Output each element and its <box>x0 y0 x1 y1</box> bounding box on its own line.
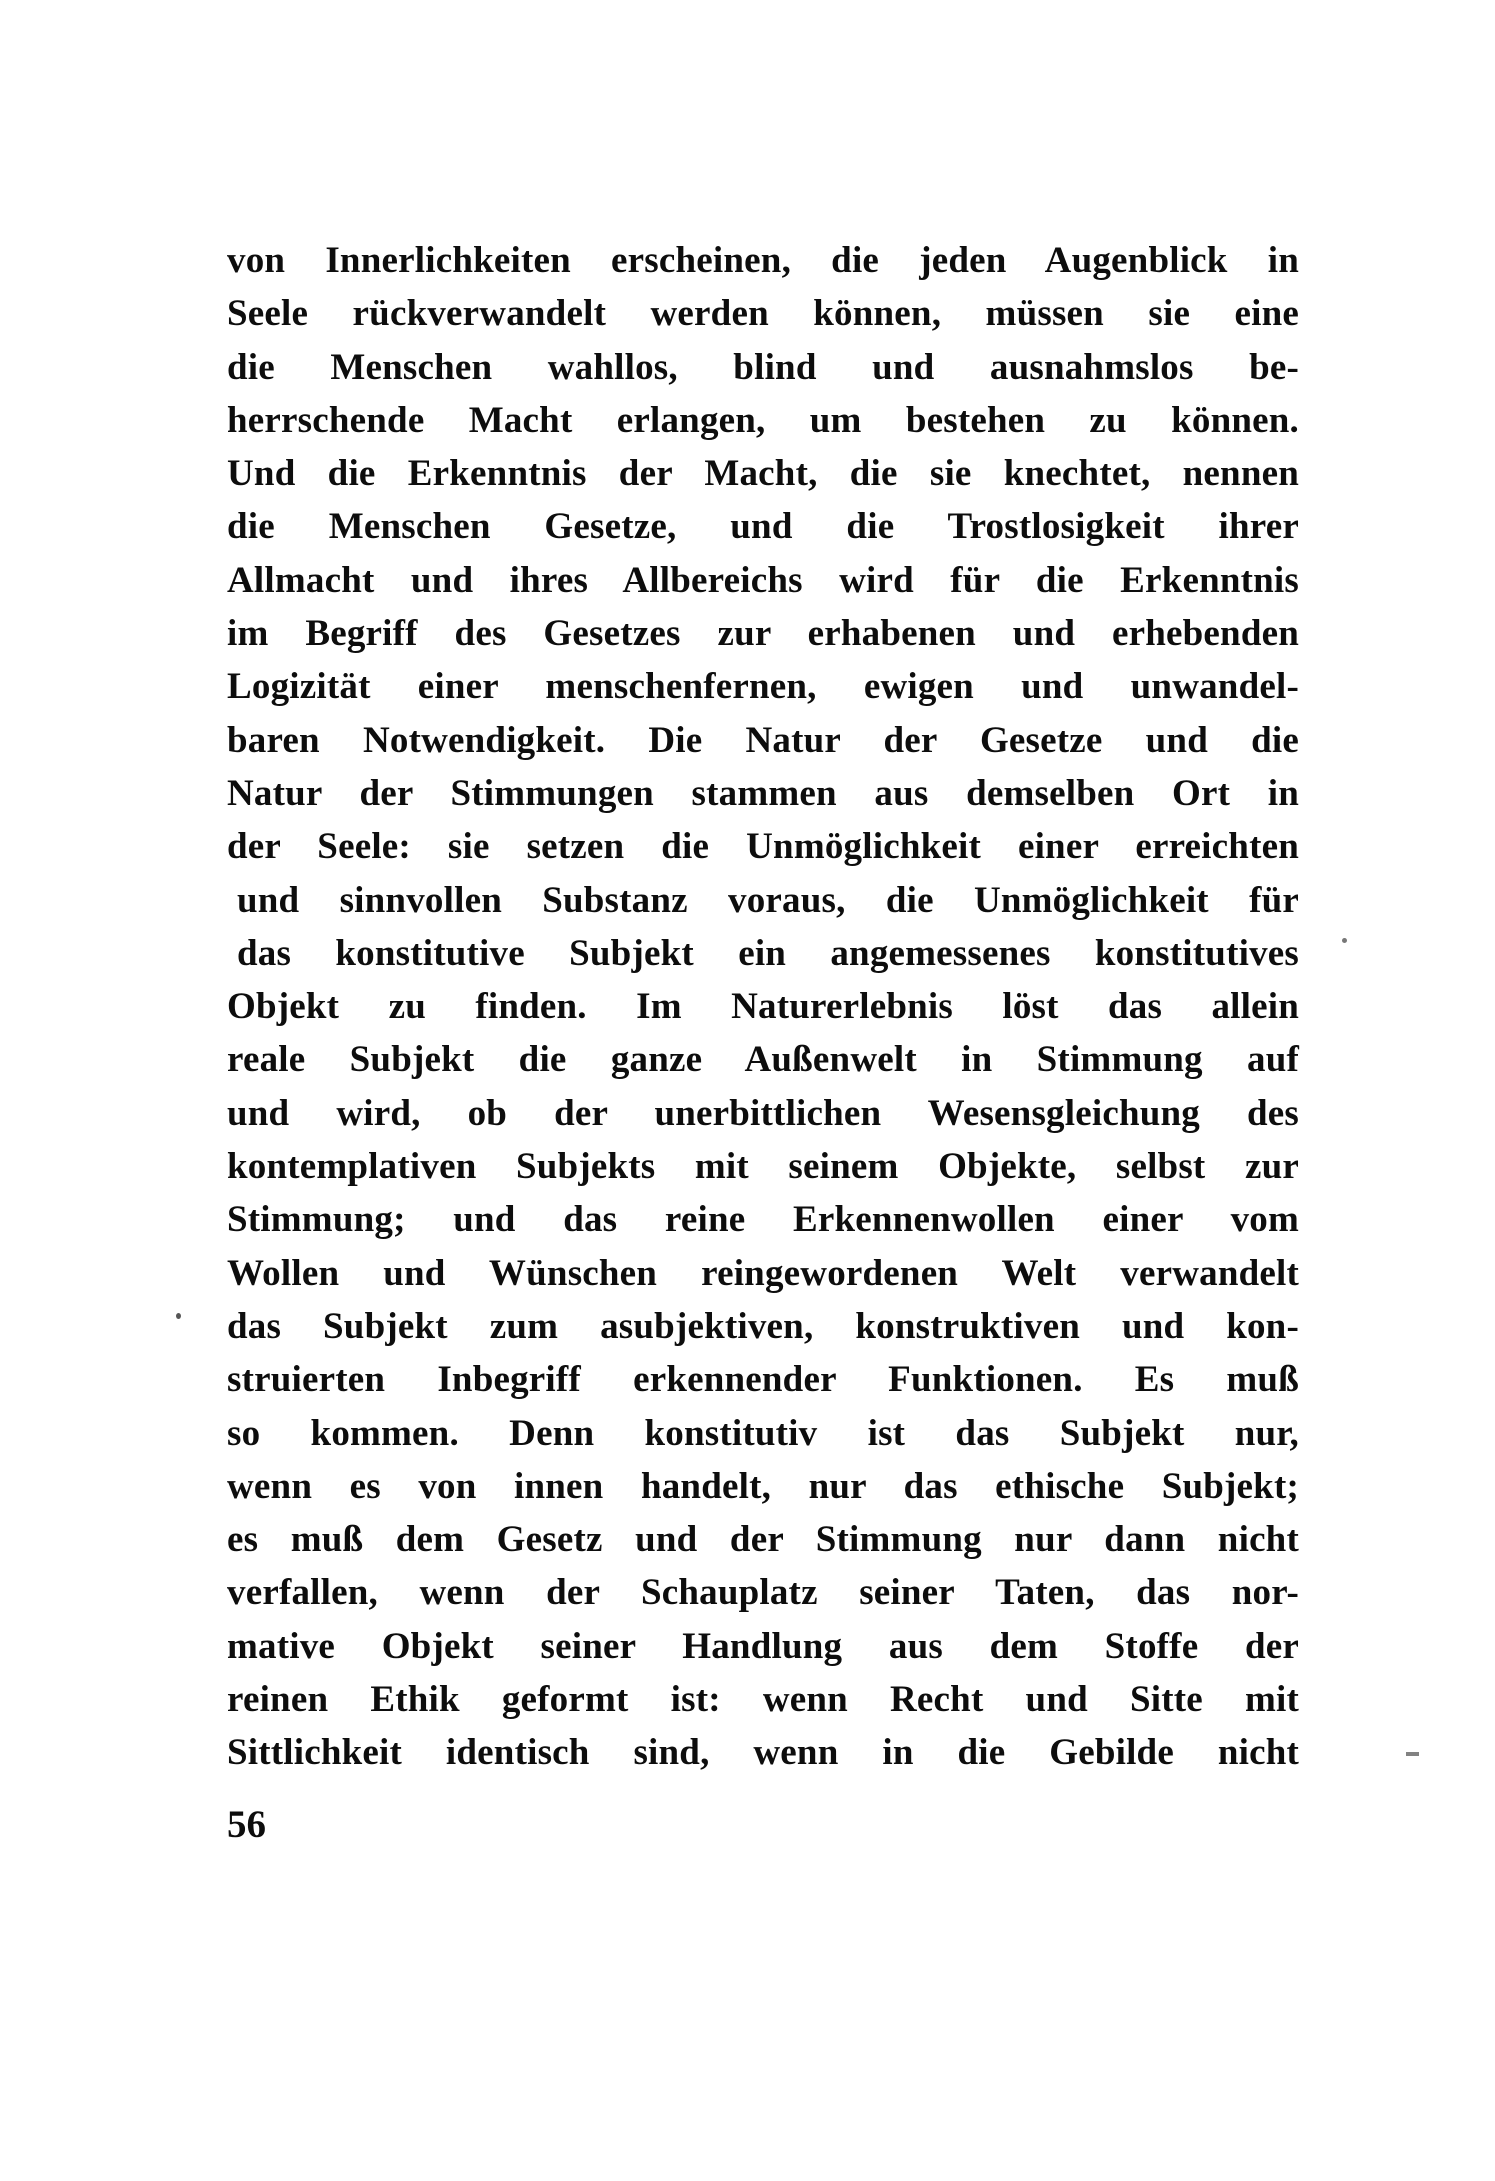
scan-speck <box>1406 1752 1419 1756</box>
text-line: und sinnvollen Substanz voraus, die Unmöglichkeit für <box>237 879 1299 921</box>
text-line: Und die Erkenntnis der Macht, die sie knechtet, nennen <box>227 453 1299 495</box>
text-line: Natur der Stimmungen stammen aus demselben Ort in <box>227 772 1299 814</box>
text-line: die Menschen wahllos, blind und ausnahmslos be- <box>227 346 1299 388</box>
scan-speck <box>1342 938 1347 943</box>
text-line: reale Subjekt die ganze Außenwelt in Stimmung auf <box>227 1039 1299 1081</box>
text-line: reinen Ethik geformt ist: wenn Recht und Sitte mit <box>227 1679 1299 1721</box>
text-line: kontemplativen Subjekts mit seinem Objekte, selbst zur <box>227 1146 1299 1188</box>
body-text <box>227 234 1299 1780</box>
text-line: Objekt zu finden. Im Naturerlebnis löst das allein <box>227 986 1299 1028</box>
text-line: im Begriff des Gesetzes zur erhabenen und erhebenden <box>227 613 1299 655</box>
text-line: und wird, ob der unerbittlichen Wesensgleichung des <box>227 1092 1299 1134</box>
text-line: Seele rückverwandelt werden können, müssen sie eine <box>227 293 1299 335</box>
text-line: es muß dem Gesetz und der Stimmung nur dann nicht <box>227 1519 1299 1561</box>
text-line: baren Notwendigkeit. Die Natur der Gesetze und die <box>227 719 1299 761</box>
text-line: herrschende Macht erlangen, um bestehen zu können. <box>227 399 1299 441</box>
text-line: wenn es von innen handelt, nur das ethische Subjekt; <box>227 1465 1299 1507</box>
text-line: Logizität einer menschenfernen, ewigen und unwandel- <box>227 666 1299 708</box>
text-line: die Menschen Gesetze, und die Trostlosigkeit ihrer <box>227 506 1299 548</box>
text-line: von Innerlichkeiten erscheinen, die jeden Augenblick in <box>227 240 1299 281</box>
text-line: Sittlichkeit identisch sind, wenn in die Gebilde nicht <box>227 1732 1299 1774</box>
text-line: das Subjekt zum asubjektiven, konstruktiven und kon- <box>227 1305 1299 1347</box>
scan-speck <box>176 1313 181 1319</box>
text-line: Wollen und Wünschen reingewordenen Welt verwandelt <box>227 1252 1299 1294</box>
text-line: mative Objekt seiner Handlung aus dem Stoffe der <box>227 1625 1299 1667</box>
text-line: der Seele: sie setzen die Unmöglichkeit einer erreichten <box>227 826 1299 868</box>
text-line: Allmacht und ihres Allbereichs wird für die Erkenntnis <box>227 559 1299 601</box>
text-line: das konstitutive Subjekt ein angemessenes konstitutives <box>237 932 1299 974</box>
text-line: struierten Inbegriff erkennender Funktionen. Es muß <box>227 1359 1299 1401</box>
text-line: so kommen. Denn konstitutiv ist das Subjekt nur, <box>227 1412 1299 1454</box>
text-line: verfallen, wenn der Schauplatz seiner Taten, das nor- <box>227 1572 1299 1614</box>
text-line: Stimmung; und das reine Erkennenwollen einer vom <box>227 1199 1299 1241</box>
page-number: 56 <box>227 1803 266 1846</box>
